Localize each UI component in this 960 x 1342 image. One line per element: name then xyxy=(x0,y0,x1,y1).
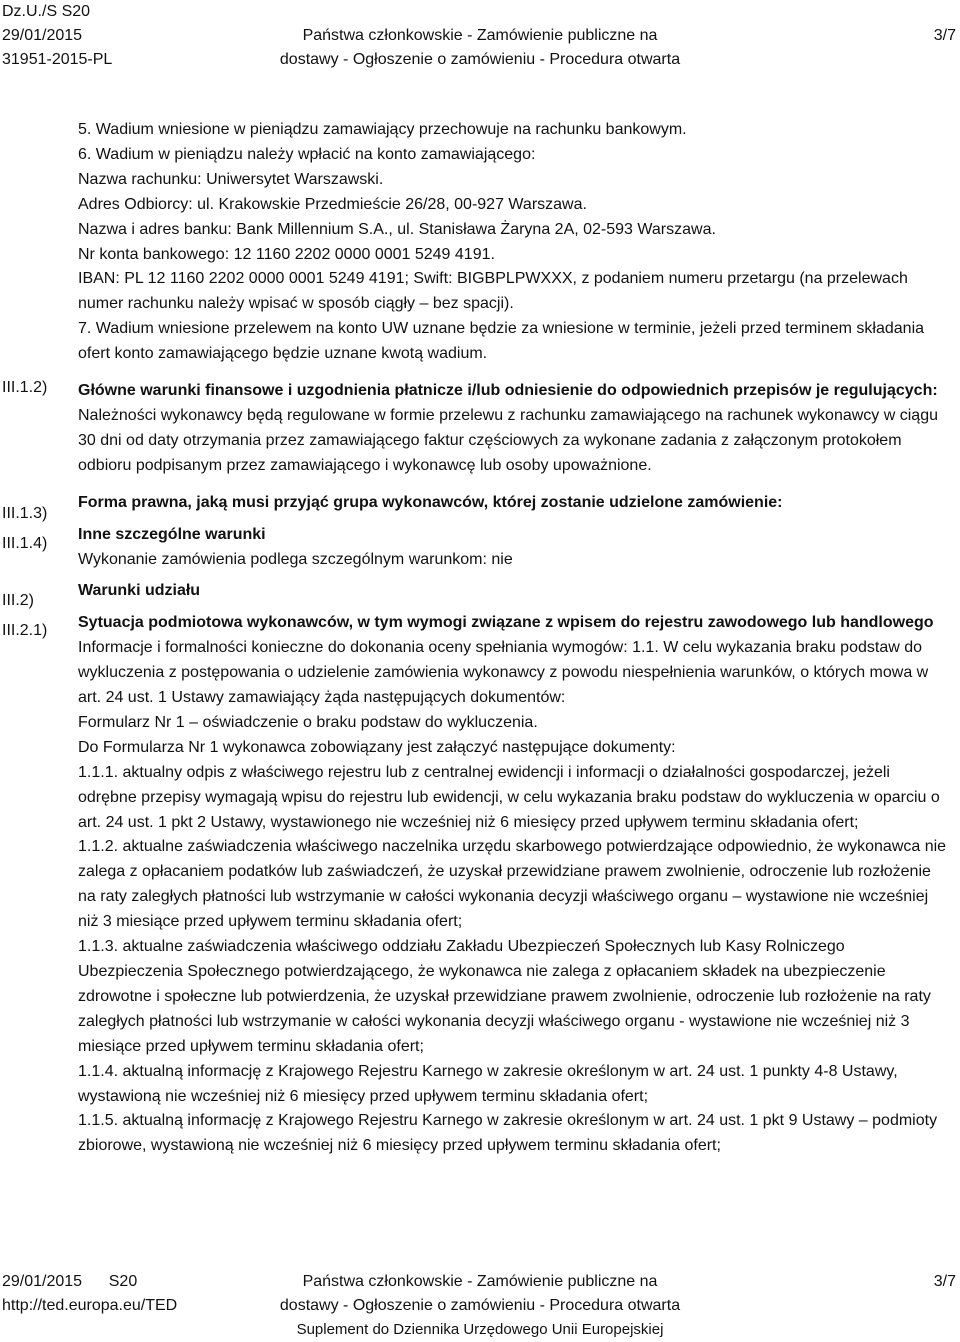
footer-title-line2: dostawy - Ogłoszenie o zamówieniu - Procedura otwarta xyxy=(279,1297,681,1314)
personal-situation-paragraph: Do Formularza Nr 1 wykonawca zobowiązany jest załączyć następujące dokumenty: xyxy=(78,738,676,756)
wadium-line: Adres Odbiorcy: ul. Krakowskie Przedmieście 26/28, 00-927 Warszawa. xyxy=(78,195,587,213)
footer-supplement: Suplement do Dziennika Urzędowego Unii Europejskiej xyxy=(296,1321,664,1338)
footer-url: http://ted.europa.eu/TED xyxy=(2,1297,178,1314)
other-conditions-text: Wykonanie zamówienia podlega szczególnym warunkom: nie xyxy=(78,550,513,568)
header-right xyxy=(934,0,956,48)
section-heading-financial-conditions: Główne warunki finansowe i uzgodnienia płatnicze i/lub odniesienie do odpowiednich przepisów je regulujących: xyxy=(78,382,938,400)
wadium-line: 6. Wadium w pieniądzu należy wpłacić na konto zamawiającego: xyxy=(78,145,536,163)
section-heading-legal-form: Forma prawna, jaką musi przyjąć grupa wykonawców, której zostanie udzielone zamówienie: xyxy=(78,493,783,511)
personal-situation-paragraph: 1.1.5. aktualną informację z Krajowego Rejestru Karnego w zakresie określonym w art. 24 ust. 1 pkt 9 Ustawy – podmioty zbiorowe, wystawioną nie wcześniej niż 6 miesięcy przed upływem terminu składania ofert; xyxy=(78,1112,938,1155)
journal-ref: Dz.U./S S20 xyxy=(2,3,91,20)
section-label-iii-1-2: III.1.2) xyxy=(2,379,48,396)
personal-situation-paragraph: 1.1.2. aktualne zaświadczenia właściwego naczelnika urzędu skarbowego potwierdzające odpowiednio, że wykonawca nie zalega z opłacaniem podatków lub zaświadczeń, że uzyskał przewidziane prawem zwolnienie, odroczenie lub rozłożenie na raty zaległych płatności lub wstrzymanie w całości wykonania decyzji właściwego organu – wystawione nie wcześniej niż 3 miesiące przed upływem terminu składania ofert; xyxy=(78,838,947,931)
wadium-line: Nazwa rachunku: Uniwersytet Warszawski. xyxy=(78,170,384,188)
wadium-line: Nr konta bankowego: 12 1160 2202 0000 0001 5249 4191. xyxy=(78,245,495,263)
header-center xyxy=(0,0,960,72)
footer-center xyxy=(0,1270,960,1342)
footer-date-series: 29/01/2015 S20 xyxy=(2,1273,138,1290)
page-footer xyxy=(0,1270,960,1338)
section-label-iii-1-3: III.1.3) xyxy=(2,505,48,522)
header-title-line1: Państwa członkowskie - Zamówienie publiczne na xyxy=(302,27,658,44)
page-header xyxy=(0,0,960,68)
footer-page-number: 3/7 xyxy=(933,1273,956,1290)
wadium-line: Nazwa i adres banku: Bank Millennium S.A., ul. Stanisława Żaryna 2A, 02-593 Warszawa. xyxy=(78,220,716,238)
personal-situation-paragraph: 1.1.3. aktualne zaświadczenia właściwego oddziału Zakładu Ubezpieczeń Społecznych lub Kasy Rolniczego Ubezpieczenia Społecznego potwierdzającego, że wykonawca nie zalega z opłacaniem składek na ubezpieczenie zdrowotne i społeczne lub potwierdzenia, że uzyskał przewidziane prawem zwolnienie, odroczenie lub rozłożenie na raty zaległych płatności lub wstrzymanie w całości wykonania decyzji właściwego organu - wystawione nie wcześniej niż 3 miesiące przed upływem terminu składania ofert; xyxy=(78,938,931,1055)
section-label-iii-2-1: III.2.1) xyxy=(2,622,48,639)
header-title-line2: dostawy - Ogłoszenie o zamówieniu - Procedura otwarta xyxy=(279,51,681,68)
footer-right xyxy=(934,1270,956,1294)
personal-situation-paragraph: 1.1.1. aktualny odpis z właściwego rejestru lub z centralnej ewidencji i informacji o działalności gospodarczej, jeżeli odrębne przepisy wymagają wpisu do rejestru lub ewidencji, w celu wykazania braku podstaw do wykluczenia w oparciu o art. 24 ust. 1 pkt 2 Ustawy, wystawionego nie wcześniej niż 6 miesięcy przed upływem terminu składania ofert; xyxy=(78,763,940,831)
personal-situation-paragraph: Formularz Nr 1 – oświadczenie o braku podstaw do wykluczenia. xyxy=(78,713,538,731)
main-content xyxy=(78,118,948,1159)
header-date: 29/01/2015 xyxy=(2,27,83,44)
wadium-line: IBAN: PL 12 1160 2202 0000 0001 5249 4191; Swift: BIGBPLPWXXX, z podaniem numeru przetargu (na przelewach numer rachunku należy wpisać w sposób ciągły – bez spacji). xyxy=(78,270,908,313)
section-heading-other-conditions: Inne szczególne warunki xyxy=(78,525,266,543)
personal-situation-paragraph: 1.1.4. aktualną informację z Krajowego Rejestru Karnego w zakresie określonym w art. 24 ust. 1 punkty 4-8 Ustawy, wystawioną nie wcześniej niż 6 miesięcy przed upływem terminu składania ofert; xyxy=(78,1062,898,1105)
wadium-line: 5. Wadium wniesione w pieniądzu zamawiający przechowuje na rachunku bankowym. xyxy=(78,121,687,138)
section-label-iii-1-4: III.1.4) xyxy=(2,535,48,552)
wadium-line: 7. Wadium wniesione przelewem na konto UW uznane będzie za wniesione w terminie, jeżeli przed terminem składania ofert konto zamawiającego będzie uznane kwotą wadium. xyxy=(78,320,925,363)
footer-title-line1: Państwa członkowskie - Zamówienie publiczne na xyxy=(302,1273,658,1290)
section-label-iii-2: III.2) xyxy=(2,592,35,609)
section-heading-participation-conditions: Warunki udziału xyxy=(78,582,201,600)
financial-conditions-text: Należności wykonawcy będą regulowane w formie przelewu z rachunku zamawiającego na rachunek wykonawcy w ciągu 30 dni od daty otrzymania przez zamawiającego faktur częściowych za wykonane zadania z załączonym protokołem odbioru podpisanym przez zamawiającego i wykonawcę lub osoby upoważnione. xyxy=(78,406,938,474)
personal-situation-paragraph: Informacje i formalności konieczne do dokonania oceny spełniania wymogów: 1.1. W celu wykazania braku podstaw do wykluczenia z postępowania o udzielenie zamówienia wykonawcy z powodu niespełnienia warunków, o których mowa w art. 24 ust. 1 Ustawy zamawiający żąda następujących dokumentów: xyxy=(78,639,929,707)
section-heading-personal-situation: Sytuacja podmiotowa wykonawców, w tym wymogi związane z wpisem do rejestru zawodowego lub handlowego xyxy=(78,614,934,632)
header-page-number: 3/7 xyxy=(933,27,956,44)
notice-number: 31951-2015-PL xyxy=(2,51,113,68)
